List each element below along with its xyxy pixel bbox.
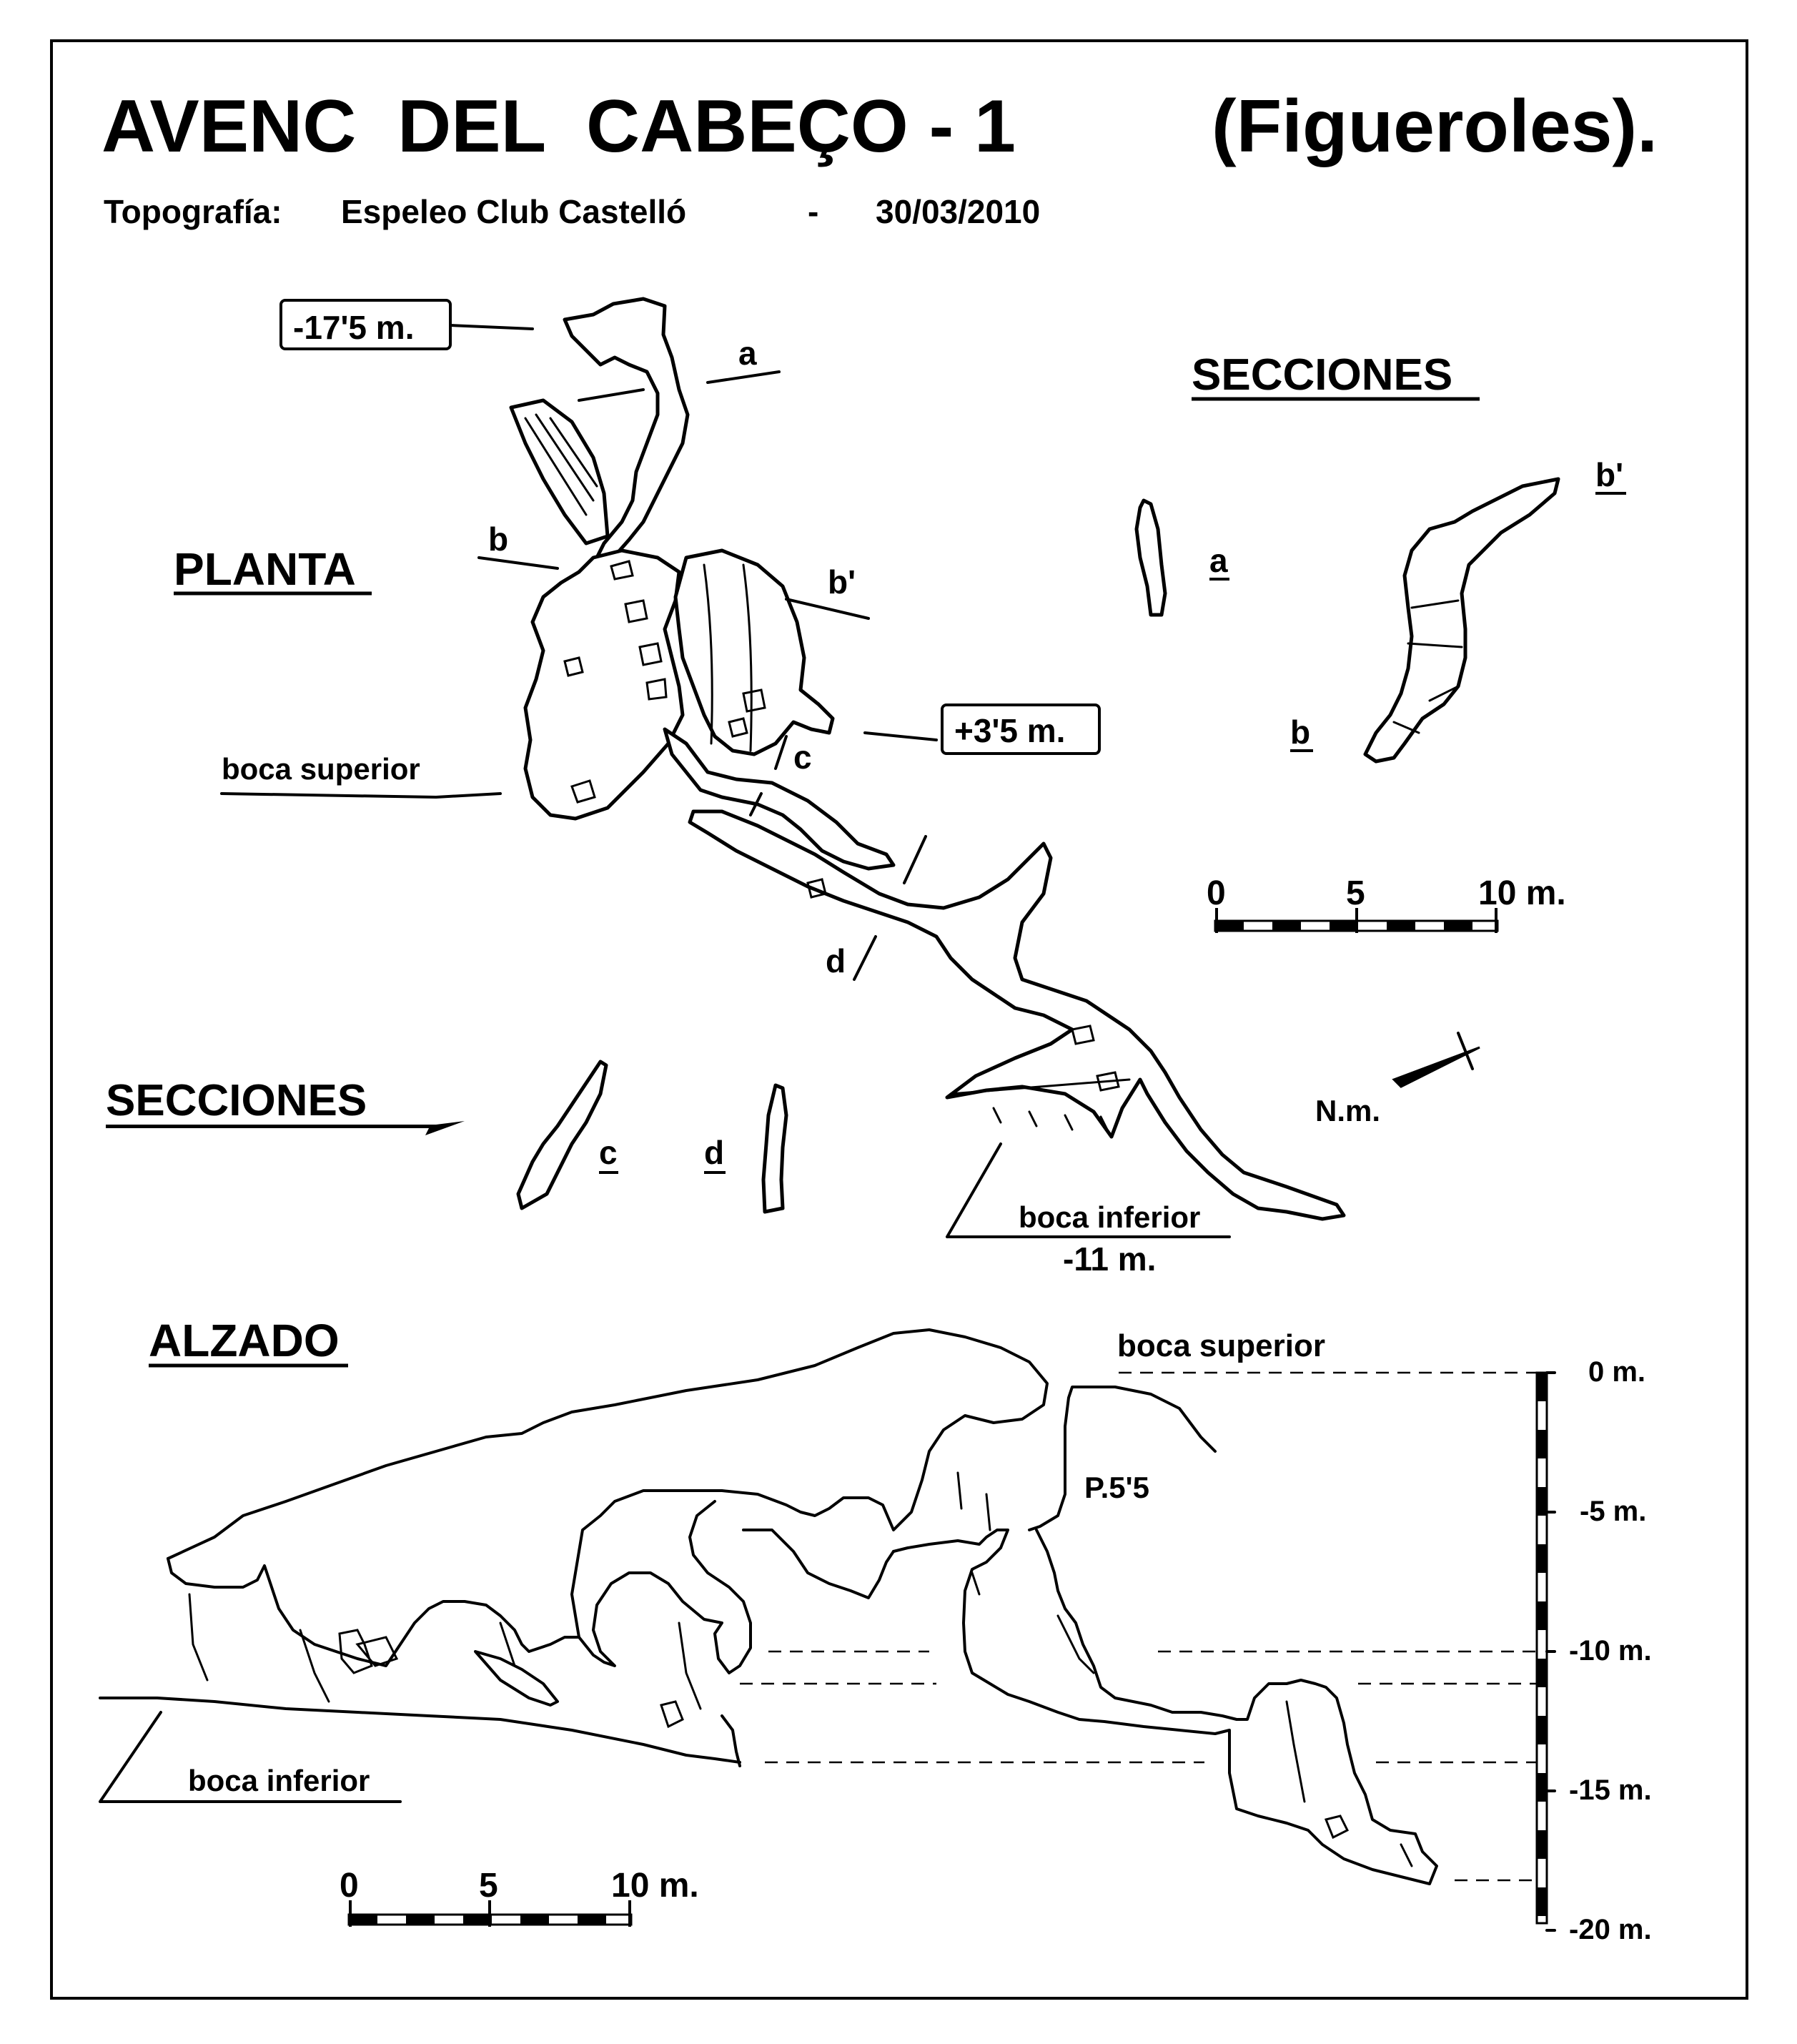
elevation-scale-10: 10 m. [611, 1867, 699, 1905]
elevation-scale-5: 5 [479, 1867, 498, 1905]
plan-view [511, 299, 1480, 1219]
depth-high-label: +3'5 m. [954, 712, 1066, 749]
section-c-shape [518, 1062, 606, 1208]
credits-date: 30/03/2010 [876, 193, 1041, 230]
plan-upper-entrance-label: boca superior [222, 752, 420, 786]
north-arrow-icon [1394, 1033, 1480, 1087]
plan-lower-entrance-depth: -11 m. [1063, 1240, 1157, 1278]
depth-axis-5: -5 m. [1580, 1496, 1647, 1527]
depth-axis-20: -20 m. [1569, 1914, 1652, 1945]
depth-axis-0: 0 m. [1588, 1356, 1646, 1388]
section-d-label: d [704, 1134, 725, 1171]
plan-main-gallery [690, 811, 1344, 1219]
plan-scale-5: 5 [1346, 874, 1365, 912]
plan-section-c: c [793, 739, 812, 776]
depth-axis [1537, 1373, 1555, 1930]
section-b-prime-label: b' [1595, 456, 1624, 493]
section-d-shape [763, 1085, 786, 1212]
plan-main-chamber [525, 551, 683, 819]
plan-section-d: d [826, 942, 846, 979]
sections-bottom-heading: SECCIONES [106, 1076, 367, 1125]
section-a-shape [1137, 500, 1165, 615]
elevation-lower-entrance-label: boca inferior [188, 1764, 370, 1797]
elevation-pitch-label: P.5'5 [1084, 1471, 1149, 1504]
planta-heading: PLANTA [174, 543, 356, 595]
credits-separator: - [808, 193, 819, 230]
elevation-scale-0: 0 [340, 1867, 359, 1905]
depth-axis-15: -15 m. [1569, 1774, 1652, 1806]
section-b-shape [1365, 479, 1558, 761]
plan-scale-10: 10 m. [1478, 874, 1566, 912]
elevation-upper-entrance-label: boca superior [1117, 1328, 1325, 1363]
credits-label: Topografía: [104, 193, 282, 230]
section-b-label: b [1290, 714, 1311, 751]
plan-section-b-prime: b' [828, 563, 856, 601]
plan-section-a: a [738, 335, 757, 372]
depth-deep-label: -17'5 m. [293, 309, 415, 346]
title-place: (Figueroles). [1212, 85, 1658, 168]
elevation-reference-lines [740, 1373, 1537, 1880]
depth-axis-10: -10 m. [1569, 1635, 1652, 1667]
sections-top-heading: SECCIONES [1192, 350, 1453, 400]
section-c-label: c [599, 1134, 618, 1171]
alzado-heading: ALZADO [149, 1315, 340, 1366]
plan-east-chamber [675, 551, 833, 754]
section-a-label: a [1209, 542, 1228, 579]
north-label: N.m. [1315, 1094, 1381, 1127]
title-main: AVENC DEL CABEÇO - 1 [102, 85, 1016, 168]
plan-section-b: b [488, 520, 509, 558]
plan-lower-entrance-label: boca inferior [1019, 1200, 1201, 1234]
credits-club: Espeleo Club Castelló [341, 193, 687, 230]
plan-scale-0: 0 [1207, 874, 1226, 912]
